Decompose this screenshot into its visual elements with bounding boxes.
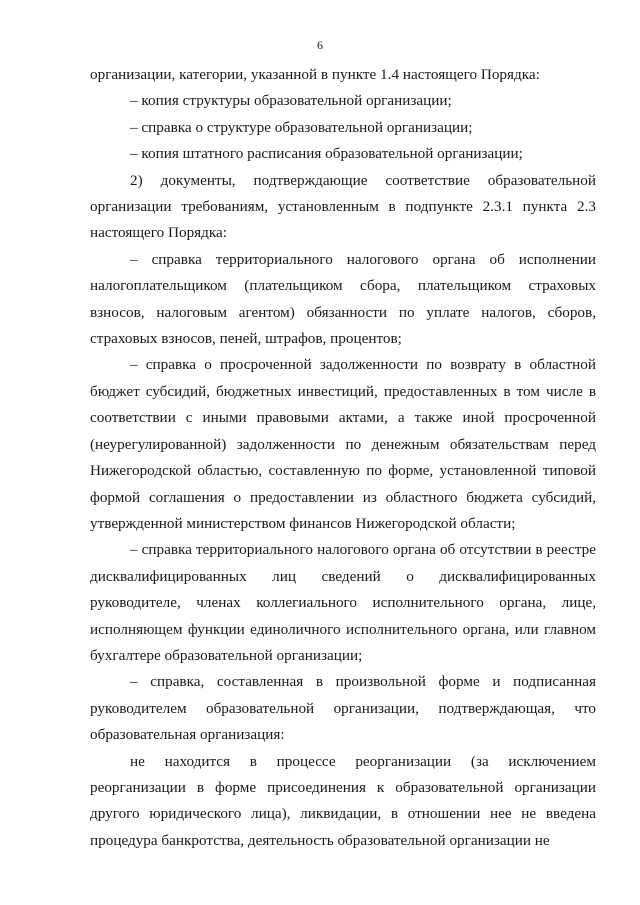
list-item-staff-schedule: – копия штатного расписания образовательной организации;: [130, 145, 523, 163]
list-item-free-form-certificate: – справка, составленная в произвольной форме и подписанная руководителем образовательной организации, подтверждающая, что образовательная организация:: [90, 673, 596, 744]
list-item-structure-copy: – копия структуры образовательной организации;: [130, 92, 452, 110]
list-item-structure-certificate: – справка о структуре образовательной организации;: [130, 118, 473, 136]
paragraph-reorganization: не находится в процессе реорганизации (за исключением реорганизации в форме присоединения к образовательной организации другого юридического лица), ликвидации, в отношении нее не введена процедура банкротства, деятельность образовательной организации не: [90, 752, 596, 849]
list-item-tax-certificate: – справка территориального налогового органа об исполнении налогоплательщиком (плательщиком сбора, плательщиком страховых взносов, налоговым агентом) обязанности по уплате налогов, сборов, страховых взносов, пеней, штрафов, процентов;: [90, 250, 596, 348]
list-item-disqualified-registry-certificate: – справка территориального налогового органа об отсутствии в реестре дисквалифицированных лиц сведений о дисквалифицированных руководителе, членах коллегиального исполнительного органа, лице, исполняющем функции единоличного исполнительного органа, или главном бухгалтере образовательной организации;: [90, 541, 596, 664]
paragraph-item-2: 2) документы, подтверждающие соответствие образовательной организации требованиям, установленным в подпункте 2.3.1 пункта 2.3 настоящего Порядка:: [90, 171, 596, 242]
paragraph-continuation: организации, категории, указанной в пункте 1.4 настоящего Порядка:: [90, 66, 540, 83]
document-body: [90, 62, 596, 854]
list-item-overdue-debt-certificate: – справка о просроченной задолженности по возврату в областной бюджет субсидий, бюджетных инвестиций, предоставленных в том числе в соответствии с иными правовыми актами, а также иной просроченной (неурегулированной) задолженности по денежным обязательствам перед Нижегородской областью, составленную по форме, установленной типовой формой соглашения о предоставлении из областного бюджета субсидий, утвержденной министерством финансов Нижегородской области;: [90, 356, 596, 532]
page-number: 6: [317, 38, 323, 52]
